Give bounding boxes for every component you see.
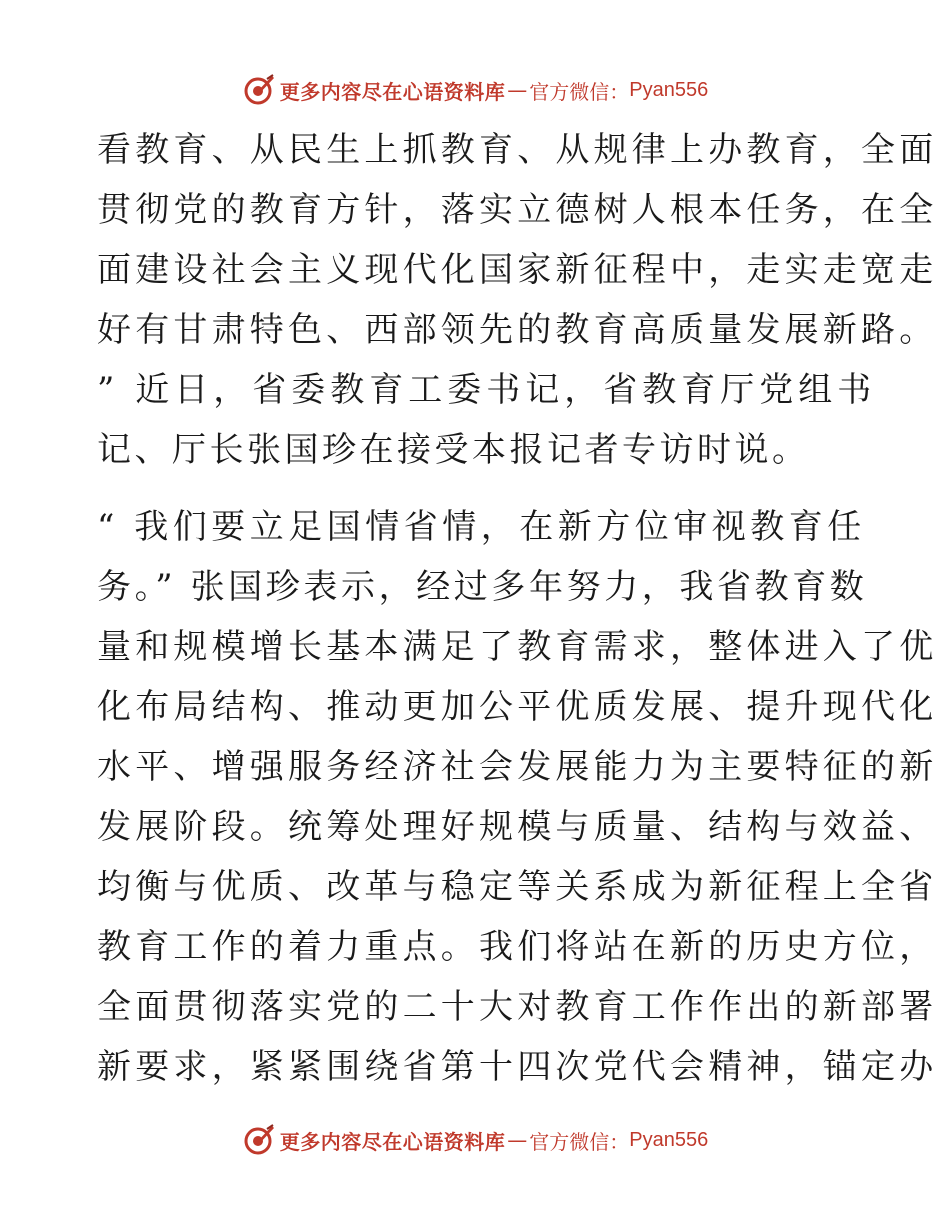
banner-brand-text: 更多内容尽在心语资料库 [279, 79, 506, 104]
banner-wechat-label: 官方微信： [529, 1129, 630, 1154]
text-line: “ 我们要立足国情省情，在新方位审视教育任 [97, 507, 866, 547]
header-banner [0, 70, 950, 110]
text-line: 均衡与优质、改革与稳定等关系成为新征程上全省 [97, 867, 938, 907]
footer-banner [0, 1120, 950, 1160]
banner-wechat-id: Pyan556 [629, 78, 709, 101]
banner-dash: — [507, 1128, 528, 1152]
text-line: 化布局结构、推动更加公平优质发展、提升现代化 [97, 687, 938, 727]
text-line: 水平、增强服务经济社会发展能力为主要特征的新 [97, 747, 938, 787]
text-line: 发展阶段。统筹处理好规模与质量、结构与效益、 [97, 807, 938, 847]
quill-pen-logo-icon [242, 73, 276, 107]
text-line: 贯彻党的教育方针，落实立德树人根本任务，在全 [97, 190, 938, 230]
text-line: 务。” 张国珍表示，经过多年努力，我省教育数 [97, 567, 868, 607]
banner-wechat-id: Pyan556 [629, 1128, 709, 1151]
banner-wechat-label: 官方微信： [529, 79, 630, 104]
text-line: 教育工作的着力重点。我们将站在新的历史方位， [97, 927, 938, 967]
document-body [97, 120, 938, 1097]
text-line: 好有甘肃特色、西部领先的教育高质量发展新路。 [97, 310, 938, 350]
text-line: 面建设社会主义现代化国家新征程中，走实走宽走 [97, 250, 938, 290]
text-line: 量和规模增长基本满足了教育需求，整体进入了优 [97, 627, 938, 667]
text-line: ” 近日，省委教育工委书记，省教育厅党组书 [97, 370, 877, 410]
text-line: 全面贯彻落实党的二十大对教育工作作出的新部署 [97, 987, 938, 1027]
text-line: 记、厅长张国珍在接受本报记者专访时说。 [97, 430, 810, 470]
text-line: 新要求，紧紧围绕省第十四次党代会精神，锚定办 [97, 1047, 938, 1087]
paragraph-2 [97, 497, 938, 1097]
paragraph-1 [97, 120, 938, 480]
text-line: 看教育、从民生上抓教育、从规律上办教育，全面 [97, 130, 938, 170]
banner-dash: — [507, 78, 528, 102]
quill-pen-logo-icon [242, 1123, 276, 1157]
banner-brand-text: 更多内容尽在心语资料库 [279, 1129, 506, 1154]
